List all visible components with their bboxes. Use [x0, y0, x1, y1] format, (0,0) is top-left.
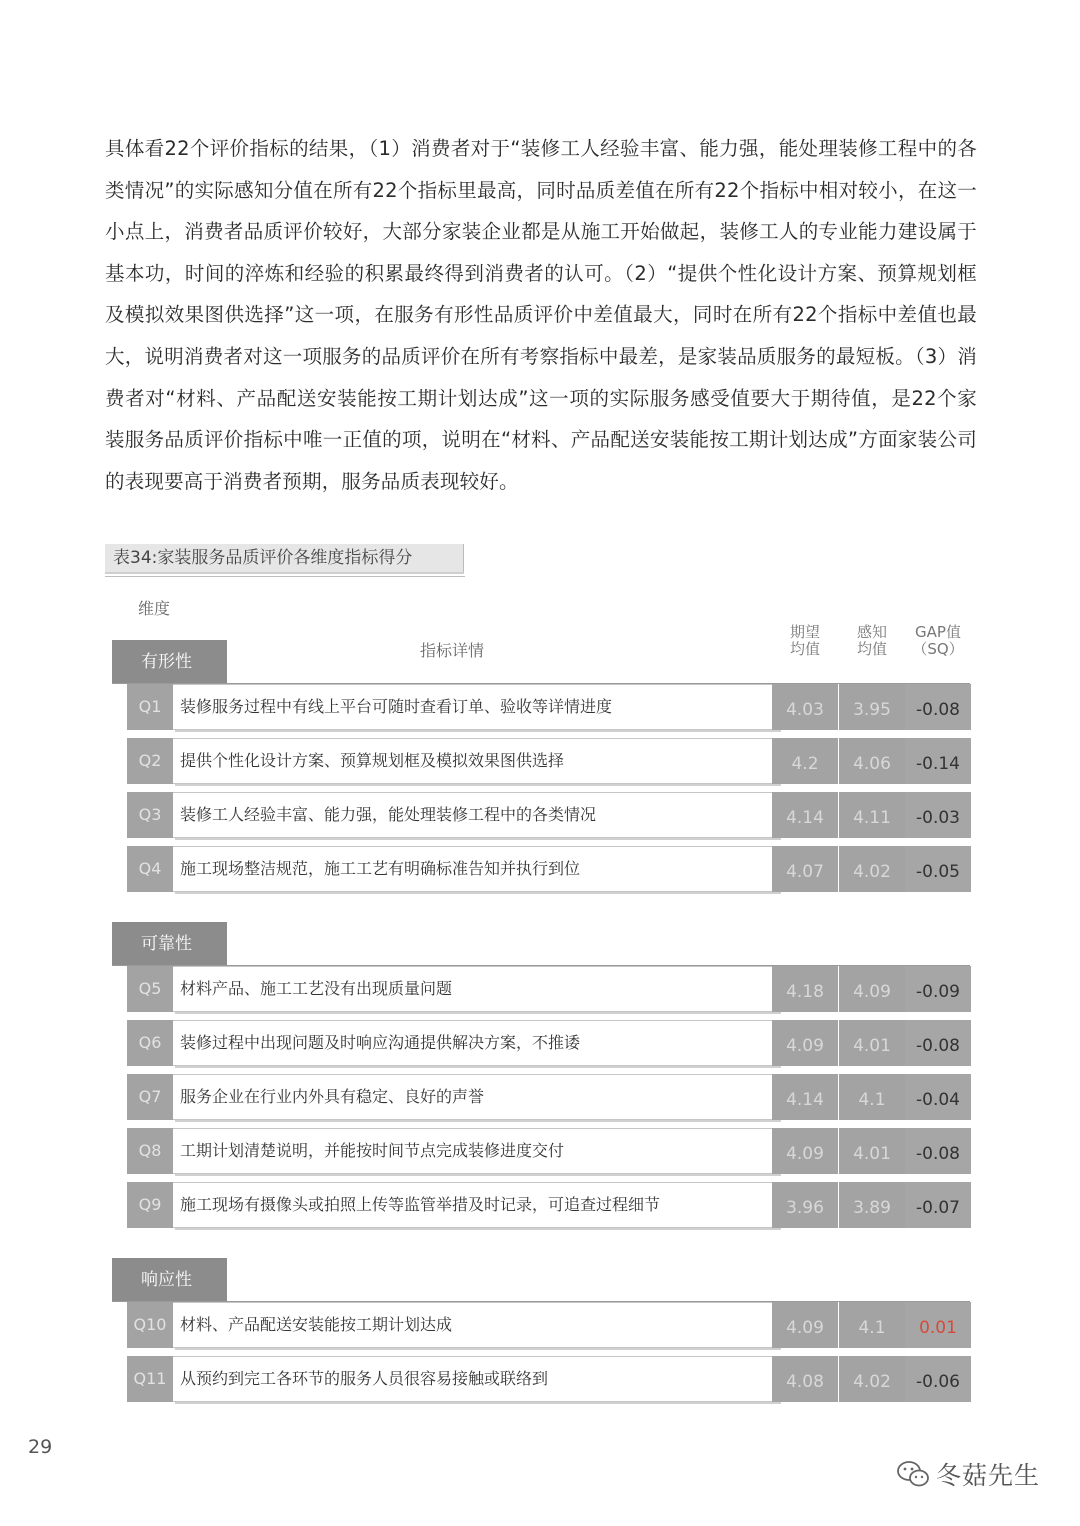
gap-value: -0.07 [905, 1182, 971, 1228]
indicator-detail: 装修工人经验丰富、能力强，能处理装修工程中的各类情况 [173, 792, 779, 838]
question-id: Q7 [127, 1074, 173, 1120]
table-row [127, 1020, 970, 1066]
gap-value: -0.08 [905, 1020, 971, 1066]
perceive-header-line2: 均值 [856, 640, 887, 658]
table-row [127, 846, 970, 892]
table-row [127, 792, 970, 838]
table-row [127, 1182, 970, 1228]
perceive-value: 3.95 [839, 684, 905, 730]
question-id: Q3 [127, 792, 173, 838]
expect-value: 4.18 [772, 966, 838, 1012]
question-id: Q2 [127, 738, 173, 784]
question-id: Q10 [127, 1302, 173, 1348]
perceive-header-line1: 感知 [856, 623, 887, 641]
watermark [896, 1456, 1040, 1492]
expect-value: 4.09 [772, 1302, 838, 1348]
perceive-value: 4.1 [839, 1302, 905, 1348]
gap-header-line1: GAP值 [915, 623, 961, 641]
indicator-detail: 施工现场有摄像头或拍照上传等监管举措及时记录，可追查过程细节 [173, 1182, 779, 1228]
expect-value: 4.14 [772, 792, 838, 838]
page-number: 29 [28, 1436, 53, 1458]
table-row [127, 1074, 970, 1120]
perceive-value: 4.02 [839, 1356, 905, 1402]
perceive-value: 4.01 [839, 1020, 905, 1066]
gap-value: -0.06 [905, 1356, 971, 1402]
expect-header-line1: 期望 [789, 623, 820, 641]
question-id: Q1 [127, 684, 173, 730]
gap-value: -0.03 [905, 792, 971, 838]
perceive-value: 4.11 [839, 792, 905, 838]
perceive-value: 3.89 [839, 1182, 905, 1228]
question-id: Q11 [127, 1356, 173, 1402]
table-row [127, 1128, 970, 1174]
question-id: Q6 [127, 1020, 173, 1066]
question-id: Q8 [127, 1128, 173, 1174]
indicator-detail: 服务企业在行业内外具有稳定、良好的声誉 [173, 1074, 779, 1120]
expect-value: 4.08 [772, 1356, 838, 1402]
table-row [127, 1356, 970, 1402]
indicator-detail: 施工现场整洁规范，施工工艺有明确标准告知并执行到位 [173, 846, 779, 892]
indicator-detail: 提供个性化设计方案、预算规划框及模拟效果图供选择 [173, 738, 779, 784]
perceive-value: 4.02 [839, 846, 905, 892]
indicator-detail: 材料、产品配送安装能按工期计划达成 [173, 1302, 779, 1348]
perceive-value: 4.1 [839, 1074, 905, 1120]
category-label: 响应性 [112, 1258, 227, 1302]
perceive-value: 4.06 [839, 738, 905, 784]
body-paragraph: 具体看22个评价指标的结果，（1）消费者对于“装修工人经验丰富、能力强，能处理装修工程中的各类情况”的实际感知分值在所有22个指标里最高，同时品质差值在所有22个指标中相对较小，在这一小点上，消费者品质评价较好，大部分家装企业都是从施工开始做起，装修工人的专业能力建设属于基本功，时间的淬炼和经验的积累最终得到消费者的认可。（2）“提供个性化设计方案、预算规划框及模拟效果图供选择”这一项，在服务有形性品质评价中差值最大，同时在所有22个指标中差值也最大，说明消费者对这一项服务的品质评价在所有考察指标中最差，是家装品质服务的最短板。（3）消费者对“材料、产品配送安装能按工期计划达成”这一项的实际服务感受值要大于期待值，是22个家装服务品质评价指标中唯一正值的项，说明在“材料、产品配送安装能按工期计划达成”方面家装公司的表现要高于消费者预期，服务品质表现较好。 [105, 137, 977, 493]
expect-value: 4.14 [772, 1074, 838, 1120]
table-row [127, 738, 970, 784]
indicator-detail: 材料产品、施工工艺没有出现质量问题 [173, 966, 779, 1012]
gap-value: -0.09 [905, 966, 971, 1012]
gap-header [905, 624, 971, 658]
category-label: 可靠性 [112, 922, 227, 966]
category-label: 有形性 [112, 640, 227, 684]
table-row [127, 684, 970, 730]
gap-header-line2: （SQ） [912, 640, 964, 658]
gap-value: -0.08 [905, 1128, 971, 1174]
gap-value: -0.04 [905, 1074, 971, 1120]
indicator-detail: 装修过程中出现问题及时响应沟通提供解决方案，不推诿 [173, 1020, 779, 1066]
table-row [127, 1302, 970, 1348]
detail-header: 指标详情 [420, 641, 485, 660]
dimension-header: 维度 [138, 599, 171, 618]
expect-value: 4.07 [772, 846, 838, 892]
gap-value: 0.01 [905, 1302, 971, 1348]
perceive-header [839, 624, 905, 658]
expect-header-line2: 均值 [789, 640, 820, 658]
expect-header [772, 624, 838, 658]
expect-value: 4.2 [772, 738, 838, 784]
table-row [127, 966, 970, 1012]
indicator-detail: 装修服务过程中有线上平台可随时查看订单、验收等详情进度 [173, 684, 779, 730]
gap-value: -0.08 [905, 684, 971, 730]
expect-value: 4.09 [772, 1020, 838, 1066]
indicator-detail: 从预约到完工各环节的服务人员很容易接触或联络到 [173, 1356, 779, 1402]
gap-value: -0.05 [905, 846, 971, 892]
expect-value: 4.09 [772, 1128, 838, 1174]
question-id: Q5 [127, 966, 173, 1012]
perceive-value: 4.01 [839, 1128, 905, 1174]
indicator-detail: 工期计划清楚说明，并能按时间节点完成装修进度交付 [173, 1128, 779, 1174]
expect-value: 3.96 [772, 1182, 838, 1228]
table-caption: 表34:家装服务品质评价各维度指标得分 [105, 544, 464, 572]
question-id: Q4 [127, 846, 173, 892]
gap-value: -0.14 [905, 738, 971, 784]
perceive-value: 4.09 [839, 966, 905, 1012]
watermark-text: 冬菇先生 [936, 1461, 1041, 1490]
expect-value: 4.03 [772, 684, 838, 730]
question-id: Q9 [127, 1182, 173, 1228]
wechat-icon [896, 1459, 930, 1489]
